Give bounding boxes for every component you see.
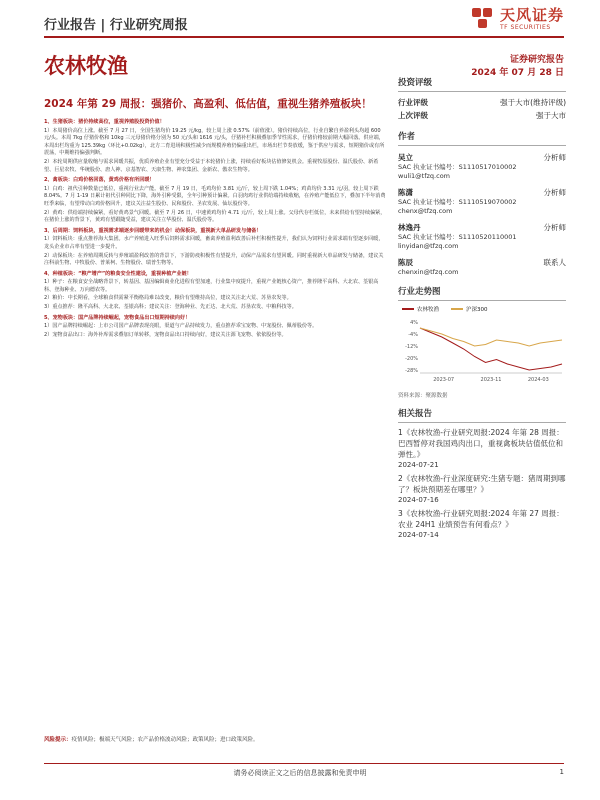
analysts-title: 作者	[398, 130, 566, 146]
legend-label: 农林牧渔	[417, 307, 440, 313]
analyst-card	[398, 187, 566, 216]
analyst-name-row	[398, 222, 566, 233]
legend-label: 沪深300	[466, 307, 488, 313]
legend-swatch	[451, 308, 463, 310]
paragraph: 1）国产品牌持续崛起：上市公司国产品牌表现亮眼，渠道与产品持续发力，重点推荐乖宝宠物、中宠股份、佩蒂股份等。	[44, 323, 318, 330]
rating-key: 上次评级	[398, 111, 428, 120]
analyst-name: 陈潇	[398, 188, 413, 197]
section-heading: 5、宠物板块：国产品牌持续崛起，宠物食品出口短期持续向好！	[44, 314, 191, 321]
trend-chart	[398, 315, 566, 385]
paragraph: 1）种子：在粮食安全战略背景下，转基因、基因编辑商业化进程有望加速，行业集中度提升，重视产业链核心资产，推荐隆平高科、大北农、荃银高科、登海种业、万向德农等。	[44, 279, 379, 293]
analyst-card	[398, 257, 566, 277]
report-content	[44, 119, 386, 339]
analyst-role: 分析师	[543, 223, 566, 232]
analyst-card	[398, 152, 566, 181]
header-title: 行业报告 | 行业研究周报	[44, 18, 188, 33]
y-tick-label: -20%	[405, 356, 418, 362]
paragraph: 2）宠物食品出口：海外补库需求叠加订单转移，宠物食品出口持续向好，建议关注源飞宠物、依依股份等。	[44, 331, 287, 338]
trend-chart-section	[398, 285, 566, 399]
rating-row	[398, 96, 566, 109]
paragraph: 1）饲料板块：重点推荐海大集团。水产养殖进入旺季后饲料需求回暖，畜禽养殖盈利改善后补栏积极性提升，我们认为饲料行业需求端有望逐步回暖，龙头企业市占率有望进一步提升。	[44, 236, 384, 250]
footer-disclaimer: 请务必阅读正文之后的信息披露和免责申明	[233, 769, 367, 777]
chart-source: 资料来源：聚源数据	[398, 393, 448, 399]
top-header	[44, 6, 564, 36]
analyst-role: 联系人	[543, 258, 566, 267]
rating-value: 强于大市(维持评级)	[500, 98, 566, 107]
related-report-link[interactable]	[398, 427, 566, 471]
y-tick-label: 4%	[410, 320, 418, 326]
paragraph: 2）本轮周期供应量收缩与需求回暖共振，优质养殖企业有望充分受益于本轮猪价上涨，持续看好板块估值修复机会。重视牧原股份、温氏股份、新希望、巨星农牧、华统股份、唐人神、京基智农、天康生物、神农集团、金新农、傲农生物等。	[44, 158, 379, 173]
analyst-detail: linyidan@tfzq.com	[398, 242, 459, 250]
analyst-card	[398, 222, 566, 251]
x-tick-label: 2023-11	[480, 377, 502, 383]
analyst-role: 分析师	[543, 188, 566, 197]
company-logo	[470, 6, 564, 32]
risk-warning	[44, 735, 386, 743]
paragraph: 2）黄鸡：供给端持续偏紧，看好黄鸡景气回暖。截至 7 月 26 日，中速黄鸡均价 4.71 元/斤，较上周上涨。父母代存栏低位，未来供给有望持续偏紧，在猪价上涨的背景下，黄鸡有望跟随受益，建议关注立华股份、温氏股份等。	[44, 209, 386, 224]
report-date: 2024 年 07 月 28 日	[471, 68, 564, 78]
y-tick-label: -12%	[405, 344, 418, 350]
risk-label: 风险提示：	[44, 737, 72, 743]
industry-title: 农林牧渔	[44, 54, 128, 78]
paragraph: 2）动保板块：在养殖周期反转与养殖端盈利改善的背景下，下游防疫积极性有望提升，动保产品需求有望回暖。同时重视新大单品研发与储备，建议关注科前生物、中牧股份、普莱柯、生物股份、瑞普生物等。	[44, 252, 384, 267]
analyst-name: 陈辰	[398, 258, 413, 267]
legend-item	[402, 305, 439, 313]
analyst-detail: chenxin@tfzq.com	[398, 268, 459, 276]
related-report-date: 2024-07-14	[398, 531, 439, 539]
related-report-date: 2024-07-16	[398, 496, 439, 504]
rating-value: 强于大市	[536, 111, 566, 120]
y-tick-label: -4%	[408, 332, 418, 338]
analyst-detail: SAC 执业证书编号：S1110520110001	[398, 233, 517, 241]
rating-row	[398, 109, 566, 122]
analyst-detail: SAC 执业证书编号：S1110519070002	[398, 198, 517, 206]
analyst-name-row	[398, 152, 566, 163]
section-heading: 3、后周期：饲料板块，重视需求端逐步回暖带来的机会！动保板块，重视新大单品研发与储备！	[44, 227, 262, 234]
analyst-detail: wuli1@tfzq.com	[398, 172, 451, 180]
paragraph: 3）重点推荐：隆平高科、大北农、荃银高科；建议关注：登海种业、先正达、北大荒、苏垦农发、中粮科技等。	[44, 304, 297, 311]
y-tick-label: -28%	[405, 368, 418, 374]
analyst-role: 分析师	[543, 153, 566, 162]
x-tick-label: 2023-07	[433, 377, 455, 383]
analyst-detail: SAC 执业证书编号：S1110517010002	[398, 163, 517, 171]
legend-item	[451, 305, 488, 313]
page-number: 1	[559, 768, 564, 776]
logo-mark-icon	[470, 6, 496, 32]
related-report-link[interactable]	[398, 473, 566, 506]
analyst-name: 吴立	[398, 153, 413, 162]
related-report-title: 3《农林牧渔-行业研究周报:2024 年第 27 周报：农业 24H1 业绩预告有何看点？》	[398, 509, 564, 529]
related-report-title: 2《农林牧渔-行业深度研究:生猪专题：猪周期到哪了？板块预期差在哪里？》	[398, 474, 566, 494]
chart-section-title: 行业走势图	[398, 285, 566, 301]
sidebar	[398, 76, 566, 543]
paragraph: 2）粮价：中长期看，全球粮食供需紧平衡格局难以改变，粮价有望维持高位，建议关注北大荒、苏垦农发等。	[44, 295, 292, 302]
paragraph: 1）白鸡：祖代引种数量已低位，重视行业去产能。截至 7 月 19 日，毛鸡均价 3.81 元/斤，较上周下跌 1.04%；鸡苗均价 3.31 元/羽，较上周下跌 8.04%。7 月 1-19 日累计祖代引种同比下降，海外引种受限，全年引种预计偏紧。白羽肉鸡行业供给端持续收缩，在养殖产能低位下，叠加下半年消费旺季来临，有望带动白鸡价格回升，建议关注益生股份、民和股份、圣农发展、仙坛股份等。	[44, 185, 386, 207]
analyst-detail: chenx@tfzq.com	[398, 207, 453, 215]
logo-text-en: TF SECURITIES	[499, 24, 551, 31]
rating-title: 投资评级	[398, 76, 566, 92]
analyst-name: 林逸丹	[398, 223, 421, 232]
analyst-name-row	[398, 257, 566, 268]
legend-swatch	[402, 308, 414, 310]
logo-text-cn: 天风证券	[499, 6, 564, 24]
section-heading: 4、种植板块：“粮产增产”的粮食安全性建设，重视种植产业链！	[44, 270, 192, 277]
header-divider	[44, 36, 564, 38]
footer-divider	[44, 763, 564, 764]
report-type: 证券研究报告	[509, 55, 564, 65]
analyst-name-row	[398, 187, 566, 198]
report-body	[44, 96, 386, 339]
paragraph: 1）本周猪价高位上涨。截至 7 月 27 日，全国生猪均价 19.25 元/kg，较上周上涨 0.57%（前值涨）。猪价持续高位，行业自繁自养盈利头均超 600 元/头。本周 7kg 仔猪价格和 10kg 三元母猪价格分别为 50 元/头和 1616 元/头，仔猪补栏积极叠加季节性需求，仔猪价格较前期大幅回落。供应端，本周出栏均重为 125.39kg（环比+0.02kg），北方二育进场积极性减少而规模养殖仍偏重出栏，市场出栏节奏放缓，鉴于供应与需求，短期猪价或有所震荡，中期维持偏强判断。	[44, 127, 385, 157]
related-title: 相关报告	[398, 407, 566, 423]
analyst-list	[398, 152, 566, 277]
related-report-link[interactable]	[398, 508, 566, 541]
section-heading: 1、生猪板块：猪价持续高位，重视养殖股投资价值！	[44, 119, 165, 125]
related-report-title: 1《农林牧渔-行业研究周报:2024 年第 28 周报：巴西暂停对我国鸡肉出口，重视禽板块估值低位和弹性。》	[398, 428, 564, 459]
related-report-date: 2024-07-21	[398, 461, 439, 469]
x-tick-label: 2024-03	[527, 377, 549, 383]
section-heading: 2、禽板块：白鸡价格回落，黄鸡价格有所回暖！	[44, 177, 155, 184]
report-subtitle: 2024 年第 29 周报：强猪价、高盈利、低估值，重视生猪养殖板块！	[44, 98, 372, 110]
related-reports	[398, 427, 566, 541]
risk-text: 疫情风险；极端天气风险；农产品价格波动风险；政策风险；进口政策风险。	[71, 737, 259, 743]
chart-legend	[402, 305, 566, 313]
rating-key: 行业评级	[398, 98, 428, 107]
